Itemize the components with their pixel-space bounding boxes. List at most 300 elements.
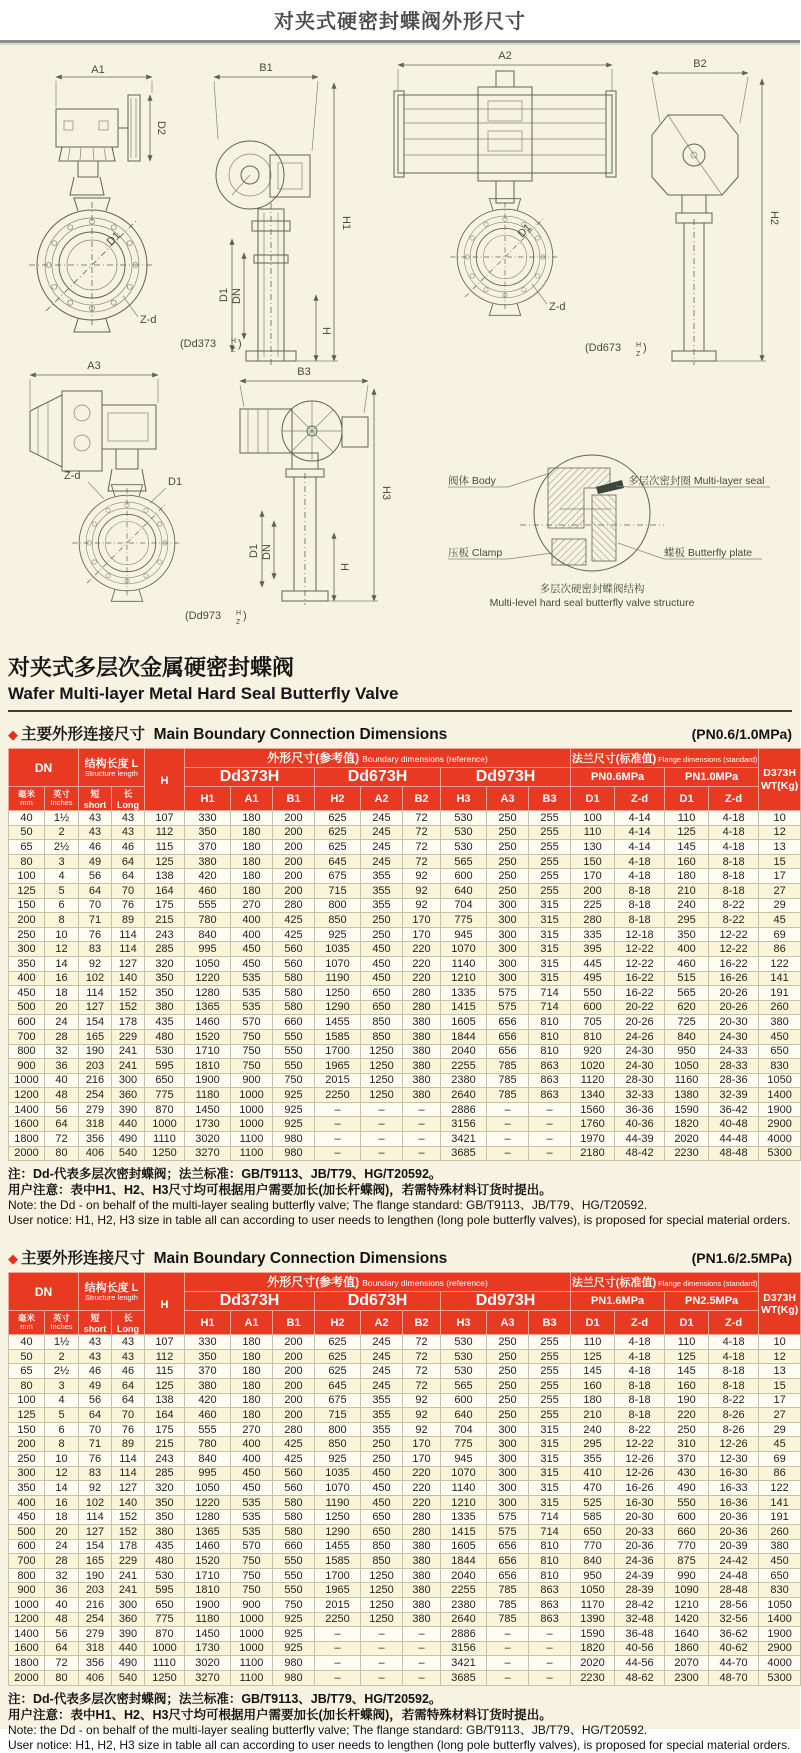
table-cell: 1590 xyxy=(665,1102,709,1117)
table-cell: 24-30 xyxy=(709,1029,759,1044)
table-cell: 810 xyxy=(529,1029,571,1044)
dimensions-table-pn16-25 xyxy=(8,1272,801,1685)
table-cell: 270 xyxy=(231,1422,273,1437)
table-cell: 1970 xyxy=(571,1132,615,1147)
table-cell: 86 xyxy=(759,942,801,957)
table2-heading xyxy=(8,1246,792,1268)
table-cell: 1900 xyxy=(185,1073,231,1088)
table-cell: 1700 xyxy=(315,1044,361,1059)
table-cell: 1050 xyxy=(185,1481,231,1496)
dim-b3-label: B3 xyxy=(297,366,311,378)
table-cell: 203 xyxy=(79,1583,112,1598)
table-row xyxy=(9,1568,801,1583)
diamond-bullet-icon: ◆ xyxy=(8,727,18,742)
table-cell: 8-22 xyxy=(615,1422,665,1437)
table-cell: 216 xyxy=(79,1073,112,1088)
table-cell: 220 xyxy=(403,956,441,971)
table-cell: 15 xyxy=(759,1379,801,1394)
table-cell: 3685 xyxy=(441,1670,487,1685)
table-cell: 8-18 xyxy=(615,1408,665,1423)
table-cell: – xyxy=(361,1132,403,1147)
table-cell: 1290 xyxy=(315,1524,361,1539)
table-cell: 785 xyxy=(487,1059,529,1074)
table-cell: 980 xyxy=(273,1132,315,1147)
table-cell: 480 xyxy=(145,1554,185,1569)
table-cell: 20 xyxy=(45,1524,79,1539)
table-cell: 20-26 xyxy=(709,1000,759,1015)
table-cell: 1730 xyxy=(185,1641,231,1656)
table-cell: 575 xyxy=(487,986,529,1001)
table-cell: 72 xyxy=(403,1364,441,1379)
table-cell: 1250 xyxy=(315,1510,361,1525)
table-cell: 24-39 xyxy=(615,1568,665,1583)
table-cell: 350 xyxy=(185,825,231,840)
table-cell: 8-18 xyxy=(709,1364,759,1379)
table-cell: 28-48 xyxy=(709,1583,759,1598)
table-cell: – xyxy=(403,1656,441,1671)
dim-b2-label: B2 xyxy=(693,58,707,70)
table-cell: 555 xyxy=(185,1422,231,1437)
table-cell: 203 xyxy=(79,1059,112,1074)
table-cell: 245 xyxy=(361,854,403,869)
table-cell: 775 xyxy=(145,1612,185,1627)
table-cell: 20-22 xyxy=(615,1000,665,1015)
table-cell: 110 xyxy=(665,811,709,826)
table-cell: 76 xyxy=(79,1452,112,1467)
table-cell: 450 xyxy=(361,942,403,957)
table-cell: 1415 xyxy=(441,1524,487,1539)
table2-title: ◆ 主要外形连接尺寸 Main Boundary Connection Dimensions xyxy=(8,1250,448,1268)
valve-face-drawing xyxy=(29,198,155,332)
table-cell: 1½ xyxy=(45,1335,79,1350)
table-cell: 715 xyxy=(315,883,361,898)
dim-a2-label: A2 xyxy=(498,50,512,62)
table-cell: 43 xyxy=(112,1349,145,1364)
table-cell: 72 xyxy=(403,825,441,840)
table-cell: 1810 xyxy=(185,1583,231,1598)
table-cell: 215 xyxy=(145,1437,185,1452)
table-cell: 200 xyxy=(273,1364,315,1379)
table-cell: 535 xyxy=(231,986,273,1001)
table-cell: 44-39 xyxy=(615,1132,665,1147)
table-cell: 810 xyxy=(571,1029,615,1044)
table-cell: 71 xyxy=(79,913,112,928)
dim-d2-label: D2 xyxy=(155,120,167,136)
table-cell: 241 xyxy=(112,1568,145,1583)
table-cell: – xyxy=(487,1641,529,1656)
table-cell: 440 xyxy=(112,1641,145,1656)
table-cell: 1100 xyxy=(231,1670,273,1685)
table-cell: 535 xyxy=(231,1524,273,1539)
table-row xyxy=(9,1335,801,1350)
table-cell: 72 xyxy=(45,1656,79,1671)
table-cell: 1000 xyxy=(231,1102,273,1117)
col-dd973h: Dd973H xyxy=(441,1292,571,1311)
table-cell: – xyxy=(315,1132,361,1147)
table-cell: 400 xyxy=(231,927,273,942)
col-dd973h: Dd973H xyxy=(441,768,571,787)
table-cell: 406 xyxy=(79,1146,112,1161)
table-cell: 1100 xyxy=(231,1656,273,1671)
table-cell: 180 xyxy=(231,1379,273,1394)
table-cell: 390 xyxy=(112,1102,145,1117)
table-cell: 190 xyxy=(665,1393,709,1408)
table-cell: 48 xyxy=(45,1088,79,1103)
table-cell: 380 xyxy=(403,1029,441,1044)
table-cell: – xyxy=(487,1146,529,1161)
table-cell: 114 xyxy=(79,986,112,1001)
table-cell: 300 xyxy=(487,913,529,928)
table-cell: 72 xyxy=(403,1335,441,1350)
table-cell: 138 xyxy=(145,1393,185,1408)
table-cell: 585 xyxy=(571,1510,615,1525)
table-cell: 16-22 xyxy=(709,956,759,971)
table-cell: 450 xyxy=(9,986,45,1001)
table-cell: 125 xyxy=(571,1349,615,1364)
table-cell: 863 xyxy=(529,1583,571,1598)
table-cell: 4-14 xyxy=(615,825,665,840)
drawing-dd973-side xyxy=(240,366,392,605)
table-cell: 180 xyxy=(231,1393,273,1408)
table-cell: 250 xyxy=(361,1452,403,1467)
table-cell: 1200 xyxy=(9,1088,45,1103)
table-cell: 36-62 xyxy=(709,1627,759,1642)
table-cell: 125 xyxy=(145,1379,185,1394)
table-row xyxy=(9,971,801,986)
table-cell: – xyxy=(487,1627,529,1642)
table-cell: 102 xyxy=(79,1495,112,1510)
table-cell: 320 xyxy=(145,956,185,971)
table-cell: 4-18 xyxy=(709,811,759,826)
table-cell: 380 xyxy=(403,1088,441,1103)
table-cell: 380 xyxy=(185,854,231,869)
table-cell: 43 xyxy=(112,825,145,840)
table-cell: 440 xyxy=(112,1117,145,1132)
table-cell: 580 xyxy=(273,1510,315,1525)
table-cell: 1700 xyxy=(315,1568,361,1583)
table-cell: 1200 xyxy=(9,1612,45,1627)
table-cell: 89 xyxy=(112,1437,145,1452)
col-pn-a: PN1.6MPa xyxy=(571,1292,665,1311)
table-cell: 1250 xyxy=(361,1088,403,1103)
table-cell: 3270 xyxy=(185,1146,231,1161)
col-b2: B2 xyxy=(403,787,441,811)
table-cell: 620 xyxy=(665,1000,709,1015)
table-cell: 20-30 xyxy=(709,1015,759,1030)
table-cell: 650 xyxy=(759,1044,801,1059)
table-cell: 138 xyxy=(145,869,185,884)
table-cell: 250 xyxy=(665,1422,709,1437)
table-cell: 200 xyxy=(273,840,315,855)
table-cell: 24-42 xyxy=(709,1554,759,1569)
table-cell: 46 xyxy=(79,1364,112,1379)
table-cell: 12-26 xyxy=(615,1452,665,1467)
table-cell: 122 xyxy=(759,1481,801,1496)
table-row xyxy=(9,1656,801,1671)
table-cell: 380 xyxy=(145,1000,185,1015)
table-cell: 330 xyxy=(185,1335,231,1350)
svg-text:(Dd373: (Dd373 xyxy=(180,338,217,350)
table-cell: 40 xyxy=(9,1335,45,1350)
table-cell: 350 xyxy=(9,1481,45,1496)
table-cell: 350 xyxy=(145,1495,185,1510)
table-cell: 72 xyxy=(403,854,441,869)
table-cell: 1380 xyxy=(665,1088,709,1103)
table-cell: 1860 xyxy=(665,1641,709,1656)
table-cell: – xyxy=(403,1641,441,1656)
table-cell: 36 xyxy=(45,1583,79,1598)
table-cell: 76 xyxy=(112,898,145,913)
table-cell: 395 xyxy=(571,942,615,957)
dim-a1-label: A1 xyxy=(91,64,105,76)
table-cell: 89 xyxy=(112,913,145,928)
table-cell: 154 xyxy=(79,1015,112,1030)
table-cell: 863 xyxy=(529,1059,571,1074)
table-cell: 810 xyxy=(529,1015,571,1030)
table-cell: 980 xyxy=(273,1656,315,1671)
note-zh-2: 用户注意：表中H1、H2、H3尺寸均可根据用户需要加长(加长杆蝶阀)，若需特殊材料订货时提出。 xyxy=(8,1707,552,1722)
table-cell: – xyxy=(361,1102,403,1117)
table-cell: 32-56 xyxy=(709,1612,759,1627)
table-cell: 1035 xyxy=(315,942,361,957)
table-cell: 600 xyxy=(571,1000,615,1015)
table-cell: 550 xyxy=(273,1583,315,1598)
col-pn-b: PN1.0MPa xyxy=(665,768,759,787)
table-cell: 170 xyxy=(403,927,441,942)
table-cell: 46 xyxy=(112,840,145,855)
table-cell: 1250 xyxy=(145,1670,185,1685)
table-cell: 450 xyxy=(9,1510,45,1525)
table-cell: 320 xyxy=(145,1481,185,1496)
table-cell: 114 xyxy=(79,1510,112,1525)
table-cell: 2900 xyxy=(759,1641,801,1656)
table-cell: 250 xyxy=(487,811,529,826)
col-h: H xyxy=(145,1273,185,1335)
table-cell: 315 xyxy=(529,956,571,971)
table-cell: 550 xyxy=(571,986,615,1001)
table-cell: 240 xyxy=(571,1422,615,1437)
table-cell: 2000 xyxy=(9,1670,45,1685)
table-cell: 925 xyxy=(273,1641,315,1656)
table-cell: 140 xyxy=(112,971,145,986)
table-cell: 1000 xyxy=(145,1117,185,1132)
table-cell: 165 xyxy=(79,1029,112,1044)
table-cell: 310 xyxy=(665,1437,709,1452)
table-cell: 27 xyxy=(759,883,801,898)
table-cell: 191 xyxy=(759,1510,801,1525)
table-cell: 72 xyxy=(45,1132,79,1147)
table-cell: 152 xyxy=(112,1510,145,1525)
table-cell: 2½ xyxy=(45,840,79,855)
table-cell: 141 xyxy=(759,971,801,986)
table-cell: 150 xyxy=(9,1422,45,1437)
table-cell: 285 xyxy=(145,942,185,957)
svg-text:): ) xyxy=(643,342,647,354)
table-cell: 1190 xyxy=(315,971,361,986)
table-cell: 460 xyxy=(185,883,231,898)
table-cell: 580 xyxy=(273,986,315,1001)
table-cell: 28-39 xyxy=(615,1583,665,1598)
table-cell: 315 xyxy=(529,1495,571,1510)
product-title-en: Wafer Multi-layer Metal Hard Seal Butterfly Valve xyxy=(8,684,399,703)
col-pn-a: PN0.6MPa xyxy=(571,768,665,787)
table-cell: 530 xyxy=(441,811,487,826)
table-cell: 840 xyxy=(185,1452,231,1467)
table-cell: 2½ xyxy=(45,1364,79,1379)
col-pn-b: PN2.5MPa xyxy=(665,1292,759,1311)
table-cell: 640 xyxy=(441,1408,487,1423)
table-cell: 200 xyxy=(571,883,615,898)
table-cell: 863 xyxy=(529,1597,571,1612)
dim-h1-label: H1 xyxy=(340,215,352,231)
table-cell: 16-30 xyxy=(709,1466,759,1481)
table-cell: 370 xyxy=(185,840,231,855)
table-cell: 1000 xyxy=(231,1117,273,1132)
page-title-bar xyxy=(0,0,800,43)
table-cell: 20-36 xyxy=(709,1510,759,1525)
table-cell: 107 xyxy=(145,1335,185,1350)
table-row xyxy=(9,1510,801,1525)
note-en-1: Note: the Dd - on behalf of the multi-layer sealing butterfly valve; The flange standard: GB/T9113、JB/T79、HG/T20592. xyxy=(8,1722,648,1737)
table-cell: 4000 xyxy=(759,1132,801,1147)
table-cell: 12-30 xyxy=(709,1452,759,1467)
col-zd: Z-d xyxy=(709,1311,759,1335)
table-cell: 16-33 xyxy=(709,1481,759,1496)
svg-text:): ) xyxy=(238,338,242,350)
table-cell: 863 xyxy=(529,1073,571,1088)
table-cell: 925 xyxy=(273,1117,315,1132)
table-cell: 1640 xyxy=(665,1627,709,1642)
table-cell: 530 xyxy=(145,1568,185,1583)
table-cell: 3421 xyxy=(441,1656,487,1671)
table-cell: 295 xyxy=(571,1437,615,1452)
dim-h-label: H xyxy=(320,327,332,335)
table-cell: – xyxy=(361,1146,403,1161)
table-cell: 18 xyxy=(45,1510,79,1525)
table-cell: 1140 xyxy=(441,1481,487,1496)
table-cell: 450 xyxy=(361,971,403,986)
col-d1: D1 xyxy=(571,787,615,811)
table-cell: – xyxy=(487,1132,529,1147)
table-cell: 1400 xyxy=(759,1088,801,1103)
table-cell: 114 xyxy=(112,1452,145,1467)
table-cell: 515 xyxy=(665,971,709,986)
table-cell: 15 xyxy=(759,854,801,869)
table-cell: 64 xyxy=(112,1393,145,1408)
valve-technical-drawings xyxy=(0,43,800,643)
table-cell: 785 xyxy=(487,1583,529,1598)
table-cell: 300 xyxy=(487,1437,529,1452)
table-cell: 2020 xyxy=(665,1132,709,1147)
table-cell: 460 xyxy=(185,1408,231,1423)
table-cell: 46 xyxy=(79,840,112,855)
table-cell: 350 xyxy=(145,986,185,1001)
table-cell: 380 xyxy=(185,1379,231,1394)
table-cell: 20 xyxy=(45,1000,79,1015)
table-cell: 550 xyxy=(665,1495,709,1510)
table-cell: 175 xyxy=(145,1422,185,1437)
table-cell: 3156 xyxy=(441,1641,487,1656)
table-cell: 36 xyxy=(45,1059,79,1074)
table-cell: 250 xyxy=(487,854,529,869)
table-cell: 945 xyxy=(441,927,487,942)
table-cell: 830 xyxy=(759,1059,801,1074)
table-cell: 200 xyxy=(9,1437,45,1452)
table-cell: 850 xyxy=(361,1015,403,1030)
structure-caption-en: Multi-level hard seal butterfly valve structure xyxy=(489,597,695,609)
table-cell: 425 xyxy=(273,913,315,928)
table-cell: 1050 xyxy=(759,1597,801,1612)
drawing-dd373-side xyxy=(180,62,352,367)
table-cell: 36-42 xyxy=(709,1102,759,1117)
table-cell: 250 xyxy=(487,825,529,840)
col-inches: 英寸 Inches xyxy=(45,787,79,811)
table-cell: 17 xyxy=(759,1393,801,1408)
table-cell: 20-33 xyxy=(615,1524,665,1539)
table-cell: 920 xyxy=(571,1044,615,1059)
structure-clamp-label: 压板 Clamp xyxy=(448,547,503,559)
dim-zd-label: Z-d xyxy=(549,301,566,313)
table-cell: 1170 xyxy=(571,1597,615,1612)
table-cell: 16-26 xyxy=(709,971,759,986)
table-cell: 56 xyxy=(79,1393,112,1408)
table-cell: 18 xyxy=(45,986,79,1001)
col-long: 长 Long xyxy=(112,787,145,811)
table-cell: – xyxy=(403,1117,441,1132)
table-cell: 315 xyxy=(529,1422,571,1437)
table-cell: 1965 xyxy=(315,1583,361,1598)
table-cell: 24-30 xyxy=(615,1059,665,1074)
table-cell: 250 xyxy=(9,1452,45,1467)
table-cell: 560 xyxy=(273,942,315,957)
table-cell: 28-36 xyxy=(709,1073,759,1088)
table-cell: 285 xyxy=(145,1466,185,1481)
col-h3: H3 xyxy=(441,1311,487,1335)
table-cell: 48 xyxy=(45,1612,79,1627)
table-cell: 180 xyxy=(231,1349,273,1364)
drawing-dd973-front xyxy=(30,360,247,626)
table-cell: 102 xyxy=(79,971,112,986)
table-cell: 315 xyxy=(529,927,571,942)
table-cell: 165 xyxy=(79,1554,112,1569)
table-cell: 64 xyxy=(79,1408,112,1423)
table-cell: 780 xyxy=(185,913,231,928)
table-cell: 80 xyxy=(45,1670,79,1685)
table-cell: – xyxy=(315,1102,361,1117)
table-cell: 49 xyxy=(79,1379,112,1394)
table-cell: 625 xyxy=(315,1349,361,1364)
table-cell: 700 xyxy=(9,1554,45,1569)
col-dn: DN xyxy=(9,749,79,787)
dim-a3-label: A3 xyxy=(87,360,101,372)
table-cell: 945 xyxy=(441,1452,487,1467)
table-cell: 44-48 xyxy=(709,1132,759,1147)
table-cell: 830 xyxy=(759,1583,801,1598)
table-cell: 220 xyxy=(403,942,441,957)
table-cell: 714 xyxy=(529,986,571,1001)
table-cell: 650 xyxy=(361,1000,403,1015)
table-cell: 4000 xyxy=(759,1656,801,1671)
drawing-dd373-front xyxy=(29,64,167,332)
table-cell: 12-26 xyxy=(709,1437,759,1452)
table-cell: 112 xyxy=(145,1349,185,1364)
table-cell: 460 xyxy=(665,956,709,971)
table-cell: 370 xyxy=(665,1452,709,1467)
table-cell: 43 xyxy=(79,811,112,826)
table-cell: 4 xyxy=(45,869,79,884)
table-cell: 2020 xyxy=(571,1656,615,1671)
table-cell: 14 xyxy=(45,1481,79,1496)
